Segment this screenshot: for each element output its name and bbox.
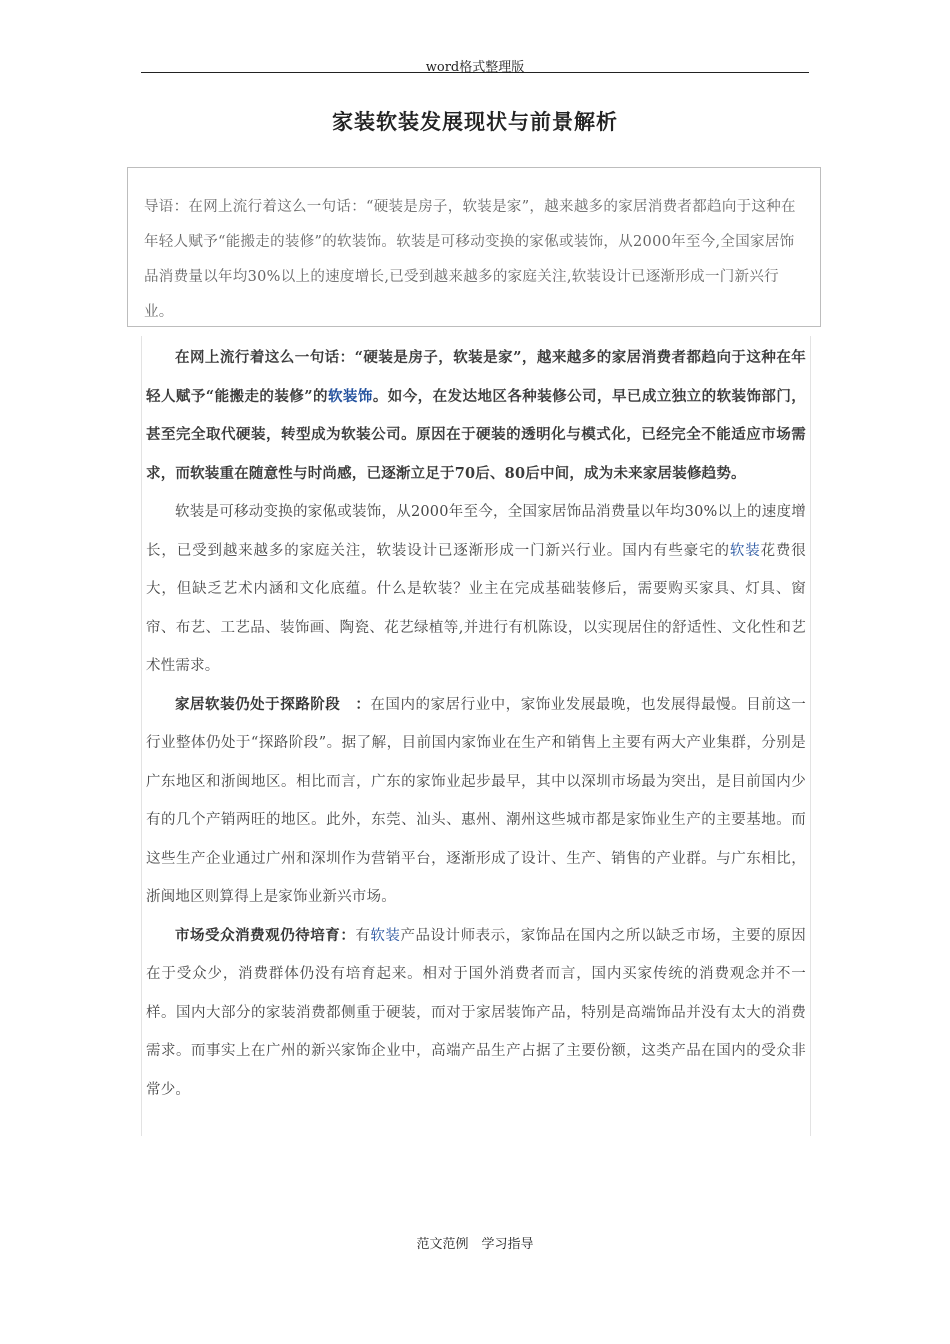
page-header: word格式整理版 (425, 60, 525, 75)
link-soft-decoration[interactable]: 软装饰 (327, 387, 373, 405)
link-soft-furnishing-2[interactable]: 软装 (370, 927, 401, 944)
paragraph-3-text: 在国内的家居行业中，家饰业发展最晚，也发展得最慢。目前这一行业整体仍处于“探路阶段”。据了解，目前国内家饰业在生产和销售上主要有两大产业集群，分别是广东地区和浙闽地区。相比而言，广东的家饰业起步最早，其中以深圳市场最为突出，是目前国内少有的几个产销两旺的地区。此外，东莞、汕头、惠州、潮州这些城市都是家饰业生产的主要基地。而这些生产企业通过广州和深圳作为营销平台，逐渐形成了设计、生产、销售的产业群。与广东相比，浙闽地区则算得上是家饰业新兴市场。 (146, 696, 806, 905)
paragraph-4 (146, 917, 806, 1110)
article-title: 家装软装发展现状与前景解析 (332, 109, 618, 134)
paragraph-1 (146, 339, 806, 493)
paragraph-2-text-before: 软装是可移动变换的家俬或装饰，从2000年至今，全国家居饰品消费量以年均30%以上的速度增长，已受到越来越多的家庭关注，软装设计已逐渐形成一门新兴行业。国内有些豪宅的 (146, 504, 806, 559)
paragraph-2-text-after: 花费很大，但缺乏艺术内涵和文化底蕴。什么是软装？业主在完成基础装修后，需要购买家具、灯具、窗帘、布艺、工艺品、装饰画、陶瓷、花艺绿植等,并进行有机陈设，以实现居住的舒适性、文化性和艺术性需求。 (146, 542, 806, 674)
header-rule (141, 72, 809, 73)
intro-box (127, 167, 821, 327)
paragraph-1-text-after: 。如今，在发达地区各种装修公司，早已成立独立的软装饰部门，甚至完全取代硬装，转型成为软装公司。原因在于硬装的透明化与模式化，已经完全不能适应市场需求，而软装重在随意性与时尚感，已逐渐立足于70后、80后中间，成为未来家居装修趋势。 (146, 387, 806, 482)
paragraph-4-text-after: 产品设计师表示，家饰品在国内之所以缺乏市场，主要的原因在于受众少，消费群体仍没有培育起来。相对于国外消费者而言，国内买家传统的消费观念并不一样。国内大部分的家装消费都侧重于硬装，而对于家居装饰产品，特别是高端饰品并没有太大的消费需求。而事实上在广州的新兴家饰企业中，高端产品生产占据了主要份额，这类产品在国内的受众非常少。 (146, 927, 806, 1098)
paragraph-4-text-before: 有 (355, 927, 371, 944)
intro-text: 导语：在网上流行着这么一句话：“硬装是房子，软装是家”，越来越多的家居消费者都趋向于这种在年轻人赋予“能搬走的装修”的软装饰。软装是可移动变换的家俬或装饰，从2000年至今,全国家居饰品消费量以年均30%以上的速度增长,已受到越来越多的家庭关注,软装设计已逐渐形成一门新兴行业。 (144, 199, 796, 320)
paragraph-3 (146, 686, 806, 917)
page-footer: 范文范例 学习指导 (416, 1237, 534, 1252)
paragraph-3-lead: 家居软装仍处于探路阶段 ： (175, 695, 371, 713)
paragraph-4-lead: 市场受众消费观仍待培育： (175, 926, 356, 944)
link-soft-furnishing[interactable]: 软装 (729, 542, 761, 559)
paragraph-2 (146, 493, 806, 686)
article-body (146, 339, 806, 1109)
paragraph-1-text-before: 在网上流行着这么一句话：“硬装是房子，软装是家”，越来越多的家居消费者都趋向于这种在年轻人赋予“能搬走的装修”的 (146, 349, 806, 405)
